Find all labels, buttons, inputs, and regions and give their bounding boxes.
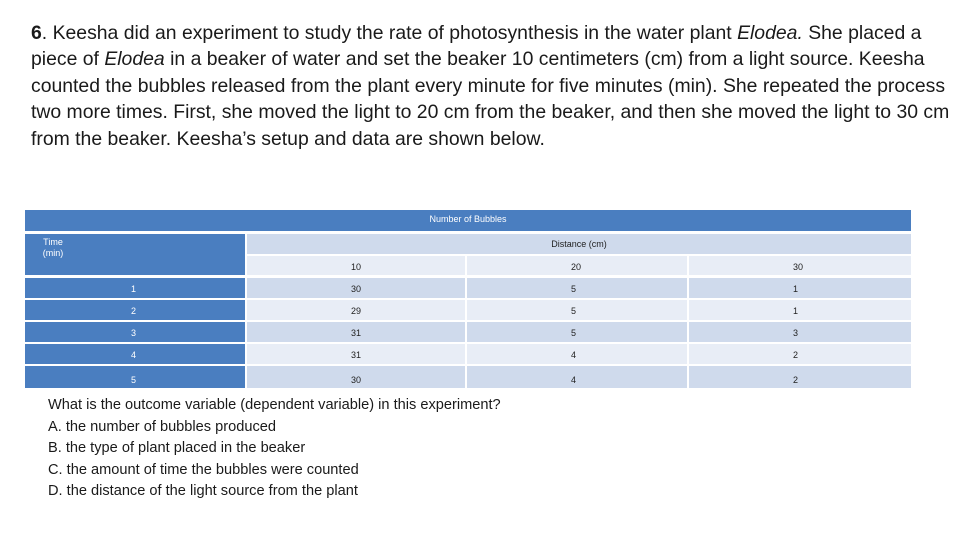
question-prompt: What is the outcome variable (dependent variable) in this experiment? — [48, 397, 501, 413]
problem-text-part3: in a beaker of water and set the beaker 10 centimeters (cm) from a light source. Keesha counted the bubbles released from the plant every minute for five minutes (min). She repeated the process two more times. First, she moved the light to 20 cm from the beaker, and then she moved the light to 30 cm from the beaker. Keesha’s setup and data are shown below. — [31, 48, 950, 150]
problem-number: 6 — [31, 22, 42, 44]
distance-30-header: 30 — [689, 256, 911, 275]
option-a: A. the number of bubbles produced — [48, 418, 276, 435]
row-time-2: 2 — [25, 300, 245, 320]
plant-name-1: Elodea. — [737, 22, 803, 44]
problem-text-part2: She placed a piece of — [31, 22, 922, 71]
row-time-5: 5 — [25, 366, 245, 388]
table-cell: 3 — [689, 322, 911, 342]
time-header-line2: (min) — [42, 248, 64, 258]
problem-statement — [31, 20, 956, 152]
table-cell: 4 — [467, 344, 687, 364]
table-cell: 2 — [689, 344, 911, 364]
table-cell: 30 — [247, 278, 465, 298]
distance-column-header: Distance (cm) — [247, 234, 911, 254]
option-c: C. the amount of time the bubbles were counted — [48, 461, 359, 478]
table-cell: 30 — [247, 366, 465, 388]
table-cell: 5 — [467, 322, 687, 342]
table-cell: 1 — [689, 300, 911, 320]
row-time-4: 4 — [25, 344, 245, 364]
option-d: D. the distance of the light source from the plant — [48, 483, 358, 500]
option-b: B. the type of plant placed in the beaker — [48, 440, 306, 457]
row-time-3: 3 — [25, 322, 245, 342]
table-title: Number of Bubbles — [25, 210, 911, 231]
distance-20-header: 20 — [467, 256, 687, 275]
table-cell: 29 — [247, 300, 465, 320]
bubbles-data-table — [25, 210, 911, 390]
table-cell: 5 — [467, 278, 687, 298]
table-cell: 31 — [247, 344, 465, 364]
distance-10-header: 10 — [247, 256, 465, 275]
plant-name-2: Elodea — [104, 48, 165, 71]
time-header-line1: Time — [43, 237, 63, 247]
table-cell: 2 — [689, 366, 911, 388]
time-column-header — [25, 234, 245, 275]
problem-text-part1: . Keesha did an experiment to study the rate of photosynthesis in the water plant — [41, 22, 738, 44]
multiple-choice-question — [48, 395, 518, 503]
table-cell: 5 — [467, 300, 687, 320]
table-cell: 31 — [247, 322, 465, 342]
table-cell: 4 — [467, 366, 687, 388]
table-cell: 1 — [689, 278, 911, 298]
row-time-1: 1 — [25, 278, 245, 298]
